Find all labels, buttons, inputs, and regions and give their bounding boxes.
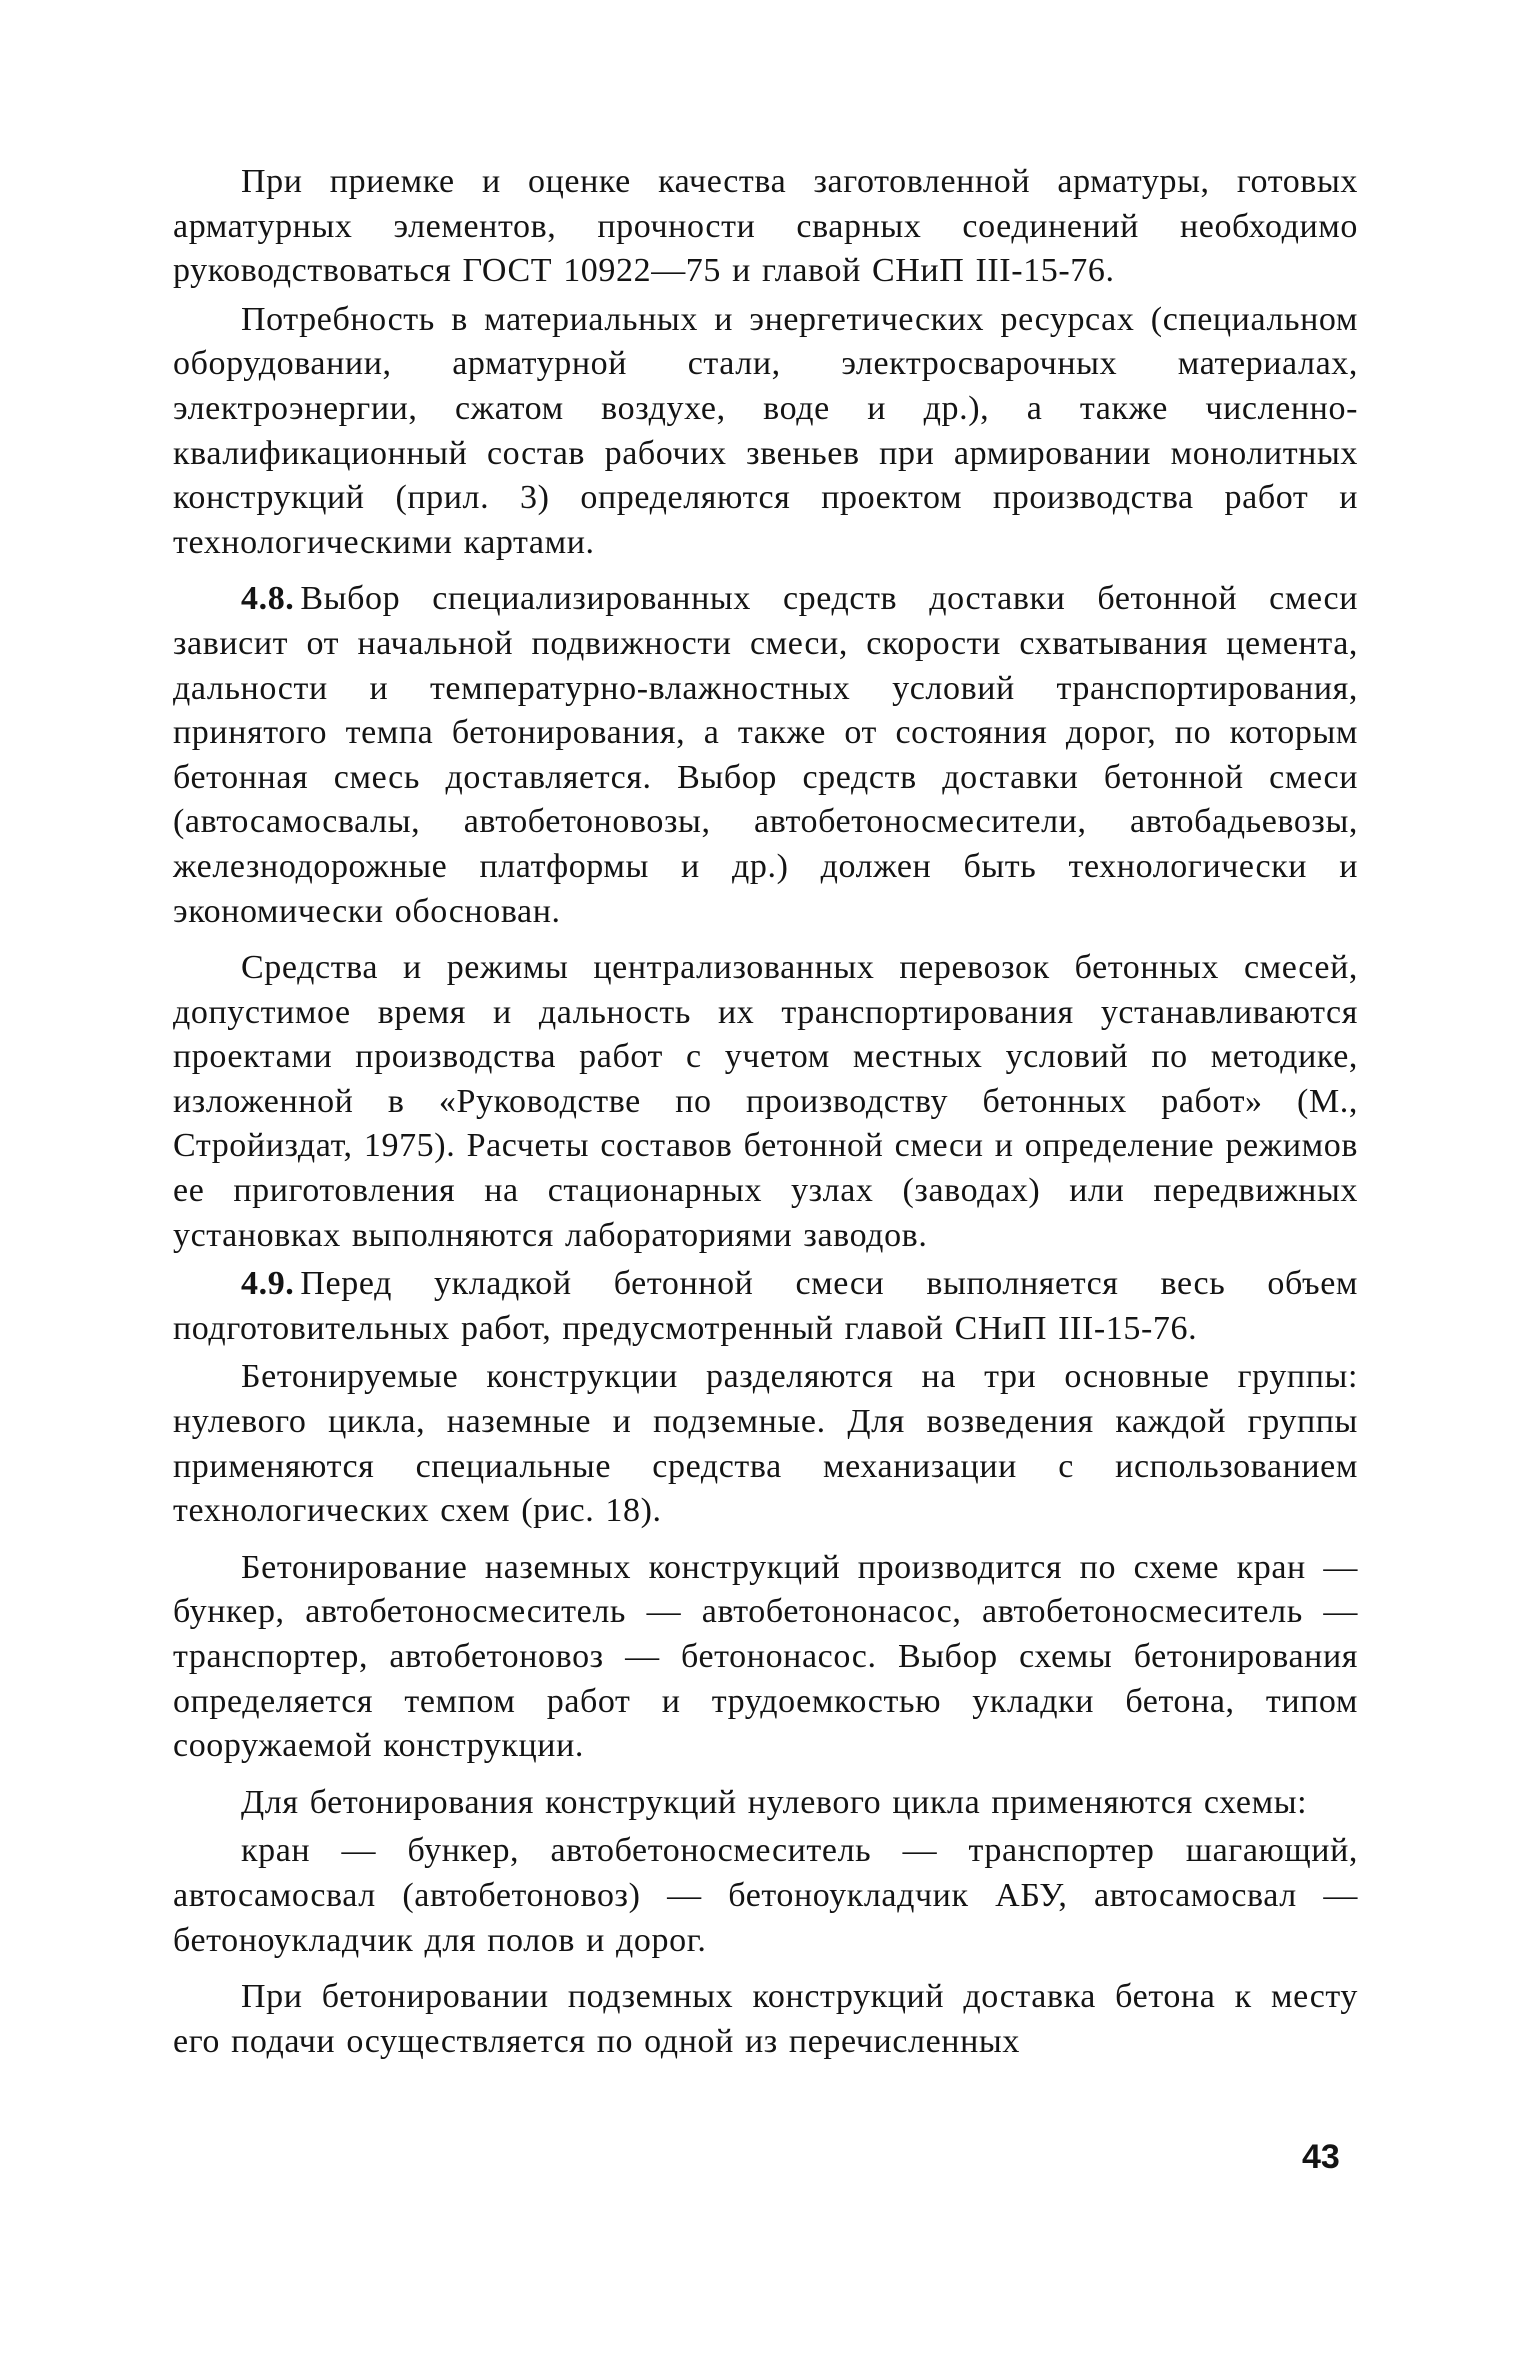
paragraph-transport-modes bbox=[173, 946, 1358, 1258]
paragraph-text: Потребность в материальных и энергетических ресурсах (специальном оборудовании, арматурной стали, электросварочных материалах, электроэнергии, сжатом воздухе, воде и др.), а также численно-квалификационный состав рабочих звеньев при армировании монолитных конструкций (прил. 3) определяются проектом производства работ и технологическими картами. bbox=[173, 300, 1358, 561]
paragraph-text: Для бетонирования конструкций нулевого цикла применяются схемы: bbox=[241, 1783, 1308, 1821]
paragraph-text: При приемке и оценке качества заготовленной арматуры, готовых арматурных элементов, прочности сварных соединений необходимо руководствоваться ГОСТ 10922—75 и главой СНиП III-15-76. bbox=[173, 163, 1358, 290]
paragraph-acceptance bbox=[173, 160, 1358, 294]
paragraph-text: Бетонируемые конструкции разделяются на три основные группы: нулевого цикла, наземные и подземные. Для возведения каждой группы применяются специальные средства механизации с использованием технологических схем (рис. 18). bbox=[173, 1358, 1358, 1530]
paragraph-text: Средства и режимы централизованных перевозок бетонных смесей, допустимое время и дальность их транспортирования устанавливаются проектами производства работ с учетом местных условий по методике, изложенной в «Руководстве по производству бетонных работ» (М., Стройиздат, 1975). Расчеты составов бетонной смеси и определение режимов ее приготовления на стационарных узлах (заводах) или передвижных установках выполняются лабораториями заводов. bbox=[173, 949, 1358, 1254]
paragraph-4-8 bbox=[173, 577, 1358, 934]
paragraph-underground bbox=[173, 1975, 1358, 2064]
paragraph-zero-cycle bbox=[173, 1781, 1358, 1826]
paragraph-text: Перед укладкой бетонной смеси выполняется весь объем подготовительных работ, предусмотренный главой СНиП III-15-76. bbox=[173, 1265, 1358, 1347]
paragraph-text: При бетонировании подземных конструкций доставка бетона к месту его подачи осуществляется по одной из перечисленных bbox=[173, 1978, 1358, 2060]
page-number: 43 bbox=[1302, 2138, 1340, 2176]
paragraph-text: кран — бункер, автобетоносмеситель — транспортер шагающий, автосамосвал (автобетоновоз) — бетоноукладчик АБУ, автосамосвал — бетоноукладчик для полов и дорог. bbox=[173, 1832, 1358, 1959]
section-number: 4.9. bbox=[241, 1265, 295, 1303]
section-number: 4.8. bbox=[241, 580, 295, 618]
paragraph-resources bbox=[173, 298, 1358, 566]
paragraph-text: Выбор специализированных средств доставки бетонной смеси зависит от начальной подвижности смеси, скорости схватывания цемента, дальности и температурно-влажностных условий транспортирования, принятого темпа бетонирования, а также от состояния дорог, по которым бетонная смесь доставляется. Выбор средств доставки бетонной смеси (автосамосвалы, автобетоновозы, автобетоносмесители, автобадьевозы, железнодорожные платформы и др.) должен быть технологически и экономически обоснован. bbox=[173, 580, 1358, 930]
paragraph-4-9 bbox=[173, 1262, 1358, 1351]
document-page bbox=[173, 160, 1358, 2064]
paragraph-structure-groups bbox=[173, 1355, 1358, 1533]
paragraph-schemes-list bbox=[173, 1829, 1358, 1963]
paragraph-above-ground bbox=[173, 1546, 1358, 1769]
paragraph-text: Бетонирование наземных конструкций производится по схеме кран — бункер, автобетоносмеситель — автобетононасос, автобетоносмеситель — транспортер, автобетоновоз — бетононасос. Выбор схемы бетонирования определяется темпом работ и трудоемкостью укладки бетона, типом сооружаемой конструкции. bbox=[173, 1548, 1358, 1765]
